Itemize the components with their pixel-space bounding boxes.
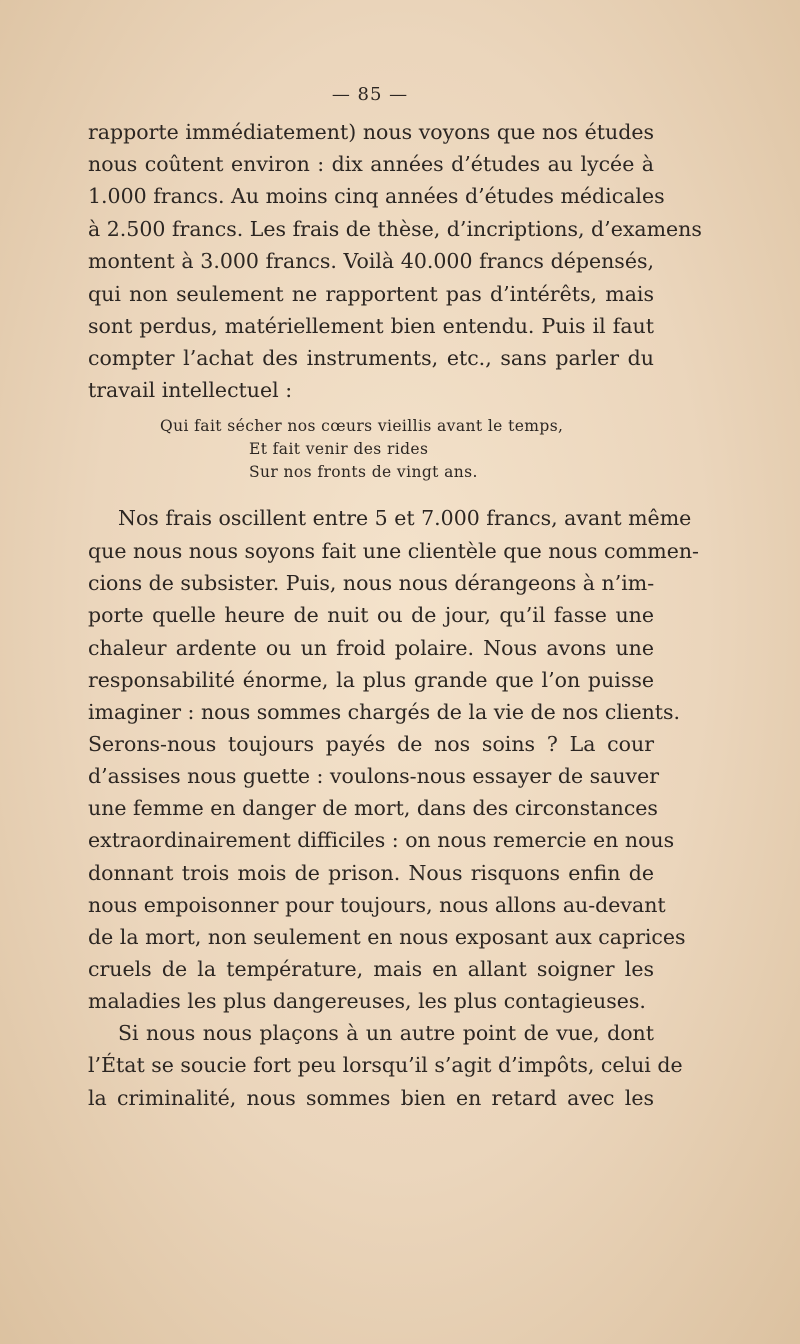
text-line: montent à 3.000 francs. Voilà 40.000 francs dépensés, [88, 249, 654, 273]
text-line: compter l’achat des instruments, etc., sans parler du [88, 346, 654, 370]
text-line: la criminalité, nous sommes bien en retard avec les [88, 1086, 654, 1110]
text-line: rapporte immédiatement) nous voyons que nos études [88, 120, 654, 144]
text-line: l’État se soucie fort peu lorsqu’il s’agit d’impôts, celui de [88, 1053, 683, 1077]
text-line: cions de subsister. Puis, nous nous dérangeons à n’im- [88, 571, 655, 595]
text-line: extraordinairement difficiles : on nous remercie en nous [88, 828, 675, 852]
text-line: que nous nous soyons fait une clientèle que nous commen- [88, 539, 699, 563]
text-line: à 2.500 francs. Les frais de thèse, d’incriptions, d’examens [88, 217, 702, 241]
text-line: Nos frais oscillent entre 5 et 7.000 francs, avant même [118, 506, 692, 530]
text-line: chaleur ardente ou un froid polaire. Nous avons une [88, 636, 654, 660]
text-line: 1.000 francs. Au moins cinq années d’études médicales [88, 184, 665, 208]
text-line: de la mort, non seulement en nous exposant aux caprices [88, 925, 686, 949]
text-line: Si nous nous plaçons à un autre point de vue, dont [118, 1021, 654, 1045]
text-line: donnant trois mois de prison. Nous risquons enfin de [88, 861, 654, 885]
text-line: Serons-nous toujours payés de nos soins ? La cour [88, 732, 654, 756]
verse-line: Qui fait sécher nos cœurs vieillis avant le temps, [160, 417, 564, 435]
verse-line: Et fait venir des rides [249, 440, 429, 458]
text-line: une femme en danger de mort, dans des circonstances [88, 796, 658, 820]
text-line: nous empoisonner pour toujours, nous allons au-devant [88, 893, 666, 917]
text-line: maladies les plus dangereuses, les plus contagieuses. [88, 989, 646, 1013]
text-line: travail intellectuel : [88, 378, 293, 402]
text-line: qui non seulement ne rapportent pas d’intérêts, mais [88, 282, 654, 306]
text-line: porte quelle heure de nuit ou de jour, qu’il fasse une [88, 603, 654, 627]
text-line: d’assises nous guette : voulons-nous essayer de sauver [88, 764, 660, 788]
text-line: cruels de la température, mais en allant soigner les [88, 957, 654, 981]
verse-line: Sur nos fronts de vingt ans. [249, 463, 478, 481]
text-line: responsabilité énorme, la plus grande que l’on puisse [88, 668, 654, 692]
text-line: sont perdus, matériellement bien entendu. Puis il faut [88, 314, 654, 338]
page-number: — 85 — [331, 84, 409, 105]
text-line: nous coûtent environ : dix années d’études au lycée à [88, 152, 654, 176]
text-line: imaginer : nous sommes chargés de la vie de nos clients. [88, 700, 681, 724]
